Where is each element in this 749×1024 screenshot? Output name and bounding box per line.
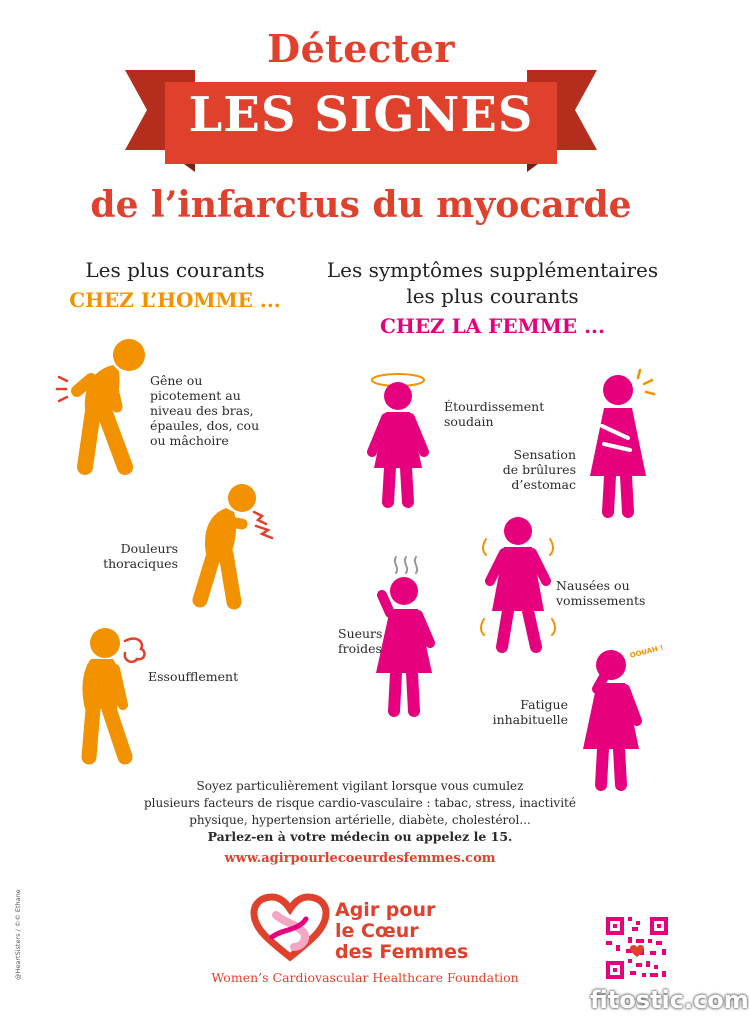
woman-dizziness-icon	[358, 368, 438, 508]
title-banner	[125, 70, 597, 172]
men-symptom-3-label: Essoufflement	[148, 669, 239, 684]
women-heading-line2: les plus courants	[406, 284, 579, 308]
title-subtitle: de l’infarctus du myocarde	[90, 184, 632, 226]
logo-text: Agir pour le Cœur des Femmes	[335, 899, 469, 963]
man-back-pain-icon	[55, 335, 155, 475]
call-to-action: Parlez-en à votre médecin ou appelez le 15.	[207, 829, 513, 844]
man-breathless-icon	[65, 625, 165, 765]
website-link[interactable]: www.agirpourlecoeurdesfemmes.com	[224, 851, 496, 866]
women-heading-line1: Les symptômes supplémentaires	[326, 258, 659, 282]
woman-fatigue-icon	[575, 645, 655, 795]
qr-code-icon[interactable]	[604, 915, 670, 981]
men-symptom-2-label: Douleurs thoraciques	[103, 541, 178, 571]
yawn-text: OOUAH !	[629, 643, 665, 660]
men-symptom-1-label: Gêne ou picotement au niveau des bras, épaules, dos, cou ou mâchoire	[150, 373, 260, 448]
woman-stomach-burn-icon	[580, 368, 660, 518]
banner-text: LES SIGNES	[188, 87, 534, 143]
foundation-name: Women’s Cardiovascular Healthcare Foundation	[211, 970, 519, 985]
heart-logo-icon	[250, 893, 330, 963]
watermark: fitostic.com	[590, 986, 749, 1014]
side-credit: @HeartSisters / ©© Ethane	[14, 889, 22, 980]
risk-factors-text: Soyez particulièrement vigilant lorsque vous cumulez plusieurs facteurs de risque cardio-vasculaire : tabac, stress, inactivité physique, hypertension artérielle, diabète, cholestérol...	[144, 779, 576, 827]
women-symptom-4-label: Sueurs froides	[338, 626, 383, 656]
women-symptom-1-label: Étourdissement soudain	[444, 399, 545, 429]
women-symptom-2-label: Sensation de brûlures d’estomac	[502, 447, 576, 492]
woman-nausea-icon	[480, 515, 560, 655]
women-symptom-3-label: Nausées ou vomissements	[556, 578, 646, 608]
man-chest-pain-icon	[182, 482, 282, 612]
men-heading-line1: Les plus courants	[85, 258, 265, 282]
women-heading-line3: CHEZ LA FEMME ...	[380, 314, 605, 338]
women-symptom-5-label: Fatigue inhabituelle	[492, 697, 568, 727]
title-detecter: Détecter	[267, 26, 455, 71]
men-heading-line2: CHEZ L’HOMME ...	[69, 288, 281, 312]
